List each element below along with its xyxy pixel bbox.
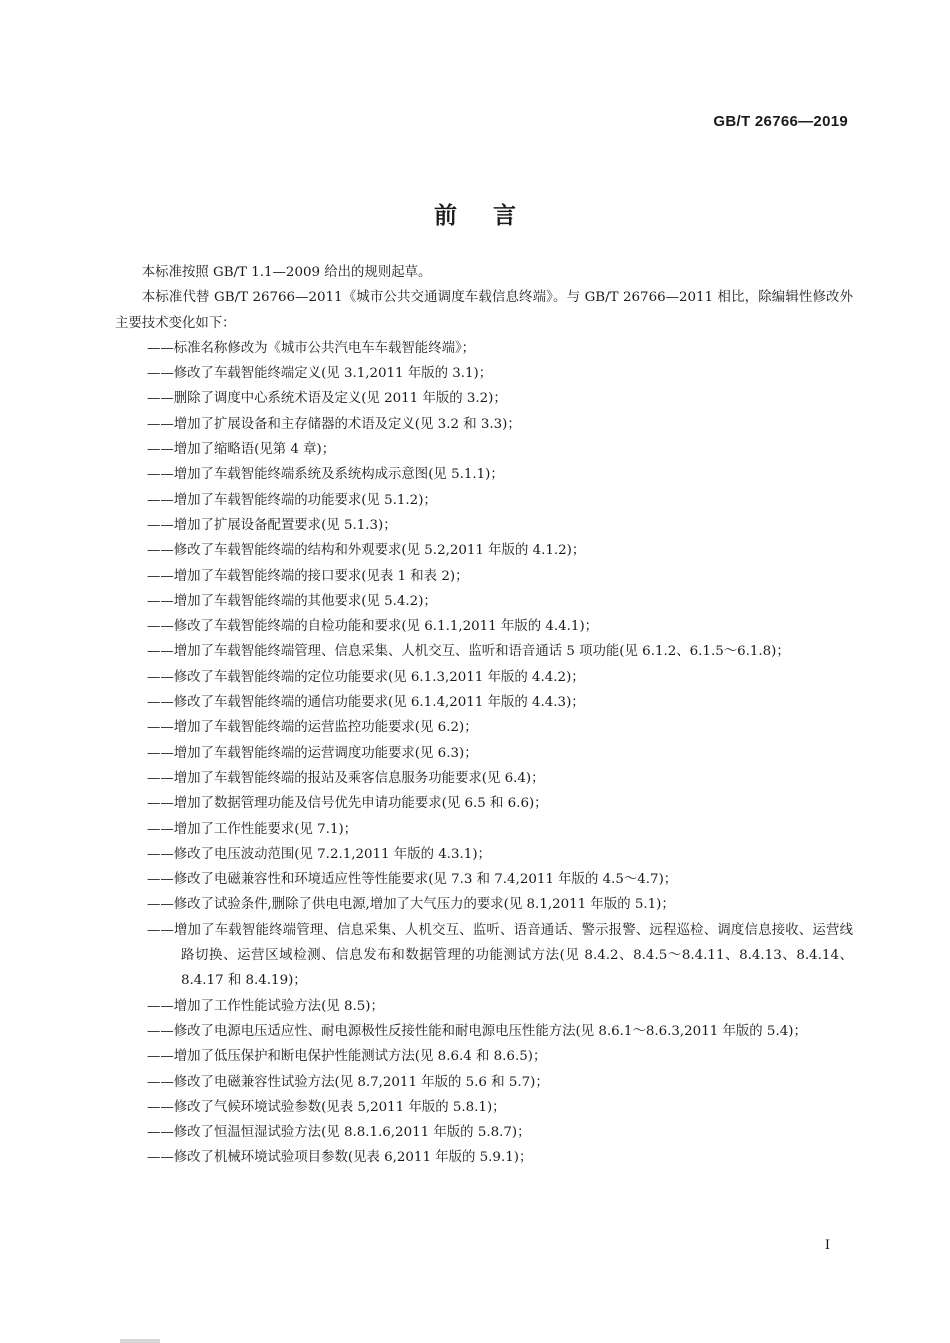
intro-paragraph: 本标准代替 GB/T 26766—2011《城市公共交通调度车载信息终端》。与 GB/T 26766—2011 相比，除编辑性修改外主要技术变化如下： <box>115 290 853 331</box>
change-item: ——增加了扩展设备配置要求(见 5.1.3)； <box>147 517 397 533</box>
change-item: ——增加了车载智能终端的运营调度功能要求(见 6.3)； <box>147 745 478 761</box>
change-item: ——增加了车载智能终端的接口要求(见表 1 和表 2)； <box>147 568 469 584</box>
change-item: ——增加了数据管理功能及信号优先申请功能要求(见 6.5 和 6.6)； <box>147 796 548 812</box>
change-item: ——删除了调度中心系统术语及定义(见 2011 年版的 3.2)； <box>147 391 507 407</box>
change-item: ——修改了电压波动范围(见 7.2.1,2011 年版的 4.3.1)； <box>147 846 491 862</box>
change-item: ——修改了恒温恒湿试验方法(见 8.8.1.6,2011 年版的 5.8.7)； <box>147 1125 531 1141</box>
change-item: ——修改了电源电压适应性、耐电源极性反接性能和耐电源电压性能方法(见 8.6.1～8.6.3,2011 年版的 5.4)； <box>147 1023 807 1039</box>
change-item: ——修改了电磁兼容性试验方法(见 8.7,2011 年版的 5.6 和 5.7)； <box>147 1074 549 1090</box>
change-item: ——增加了车载智能终端的其他要求(见 5.4.2)； <box>147 593 437 609</box>
change-item: ——修改了车载智能终端定义(见 3.1,2011 年版的 3.1)； <box>147 366 493 382</box>
page-number: I <box>824 1238 830 1253</box>
change-item: ——增加了扩展设备和主存储器的术语及定义(见 3.2 和 3.3)； <box>147 416 521 432</box>
change-item: ——增加了车载智能终端系统及系统构成示意图(见 5.1.1)； <box>147 467 504 483</box>
change-item: ——增加了工作性能试验方法(见 8.5)； <box>147 998 384 1014</box>
change-item: ——增加了缩略语(见第 4 章)； <box>147 442 336 458</box>
change-item: ——增加了车载智能终端的运营监控功能要求(见 6.2)； <box>147 720 478 736</box>
change-item: ——修改了电磁兼容性和环境适应性等性能要求(见 7.3 和 7.4,2011 年版的 4.5～4.7)； <box>147 872 678 888</box>
change-item: ——修改了车载智能终端的自检功能和要求(见 6.1.1,2011 年版的 4.4.1)； <box>147 619 599 635</box>
change-item: ——修改了车载智能终端的定位功能要求(见 6.1.3,2011 年版的 4.4.2)； <box>147 669 585 685</box>
change-item: ——修改了车载智能终端的结构和外观要求(见 5.2,2011 年版的 4.1.2)； <box>147 543 586 559</box>
change-list <box>115 336 853 1171</box>
change-item: ——修改了气候环境试验参数(见表 5,2011 年版的 5.8.1)； <box>147 1099 506 1115</box>
change-item: ——增加了车载智能终端管理、信息采集、人机交互、监听和语音通话 5 项功能(见 6.1.2、6.1.5～6.1.8)； <box>147 644 790 660</box>
change-item: ——增加了低压保护和断电保护性能测试方法(见 8.6.4 和 8.6.5)； <box>147 1049 547 1065</box>
change-item: ——增加了车载智能终端的报站及乘客信息服务功能要求(见 6.4)； <box>147 770 545 786</box>
intro-paragraph: 本标准按照 GB/T 1.1—2009 给出的规则起草。 <box>141 265 432 280</box>
change-item: ——修改了车载智能终端的通信功能要求(见 6.1.4,2011 年版的 4.4.3)； <box>147 695 585 711</box>
change-item: ——增加了车载智能终端管理、信息采集、人机交互、监听、语音通话、警示报警、远程巡检、调度信息接收、运营线路切换、运营区域检测、信息发布和数据管理的功能测试方法(见 8.4.2、8.4.5～8.4.11、8.4.13、8.4.14、8.4.17 和 8.4.19)； <box>147 922 853 989</box>
change-item: ——修改了机械环境试验项目参数(见表 6,2011 年版的 5.9.1)； <box>147 1150 533 1166</box>
page-title: 前言 <box>434 203 552 229</box>
footer-mark <box>120 1339 160 1343</box>
document-body <box>115 260 853 1171</box>
change-item: ——增加了工作性能要求(见 7.1)； <box>147 821 358 837</box>
standard-code: GB/T 26766—2019 <box>713 113 848 130</box>
change-item: ——修改了试验条件,删除了供电电源,增加了大气压力的要求(见 8.1,2011 年版的 5.1)； <box>147 897 675 913</box>
change-item: ——增加了车载智能终端的功能要求(见 5.1.2)； <box>147 492 437 508</box>
change-item: ——标准名称修改为《城市公共汽电车车载智能终端》； <box>147 340 476 356</box>
